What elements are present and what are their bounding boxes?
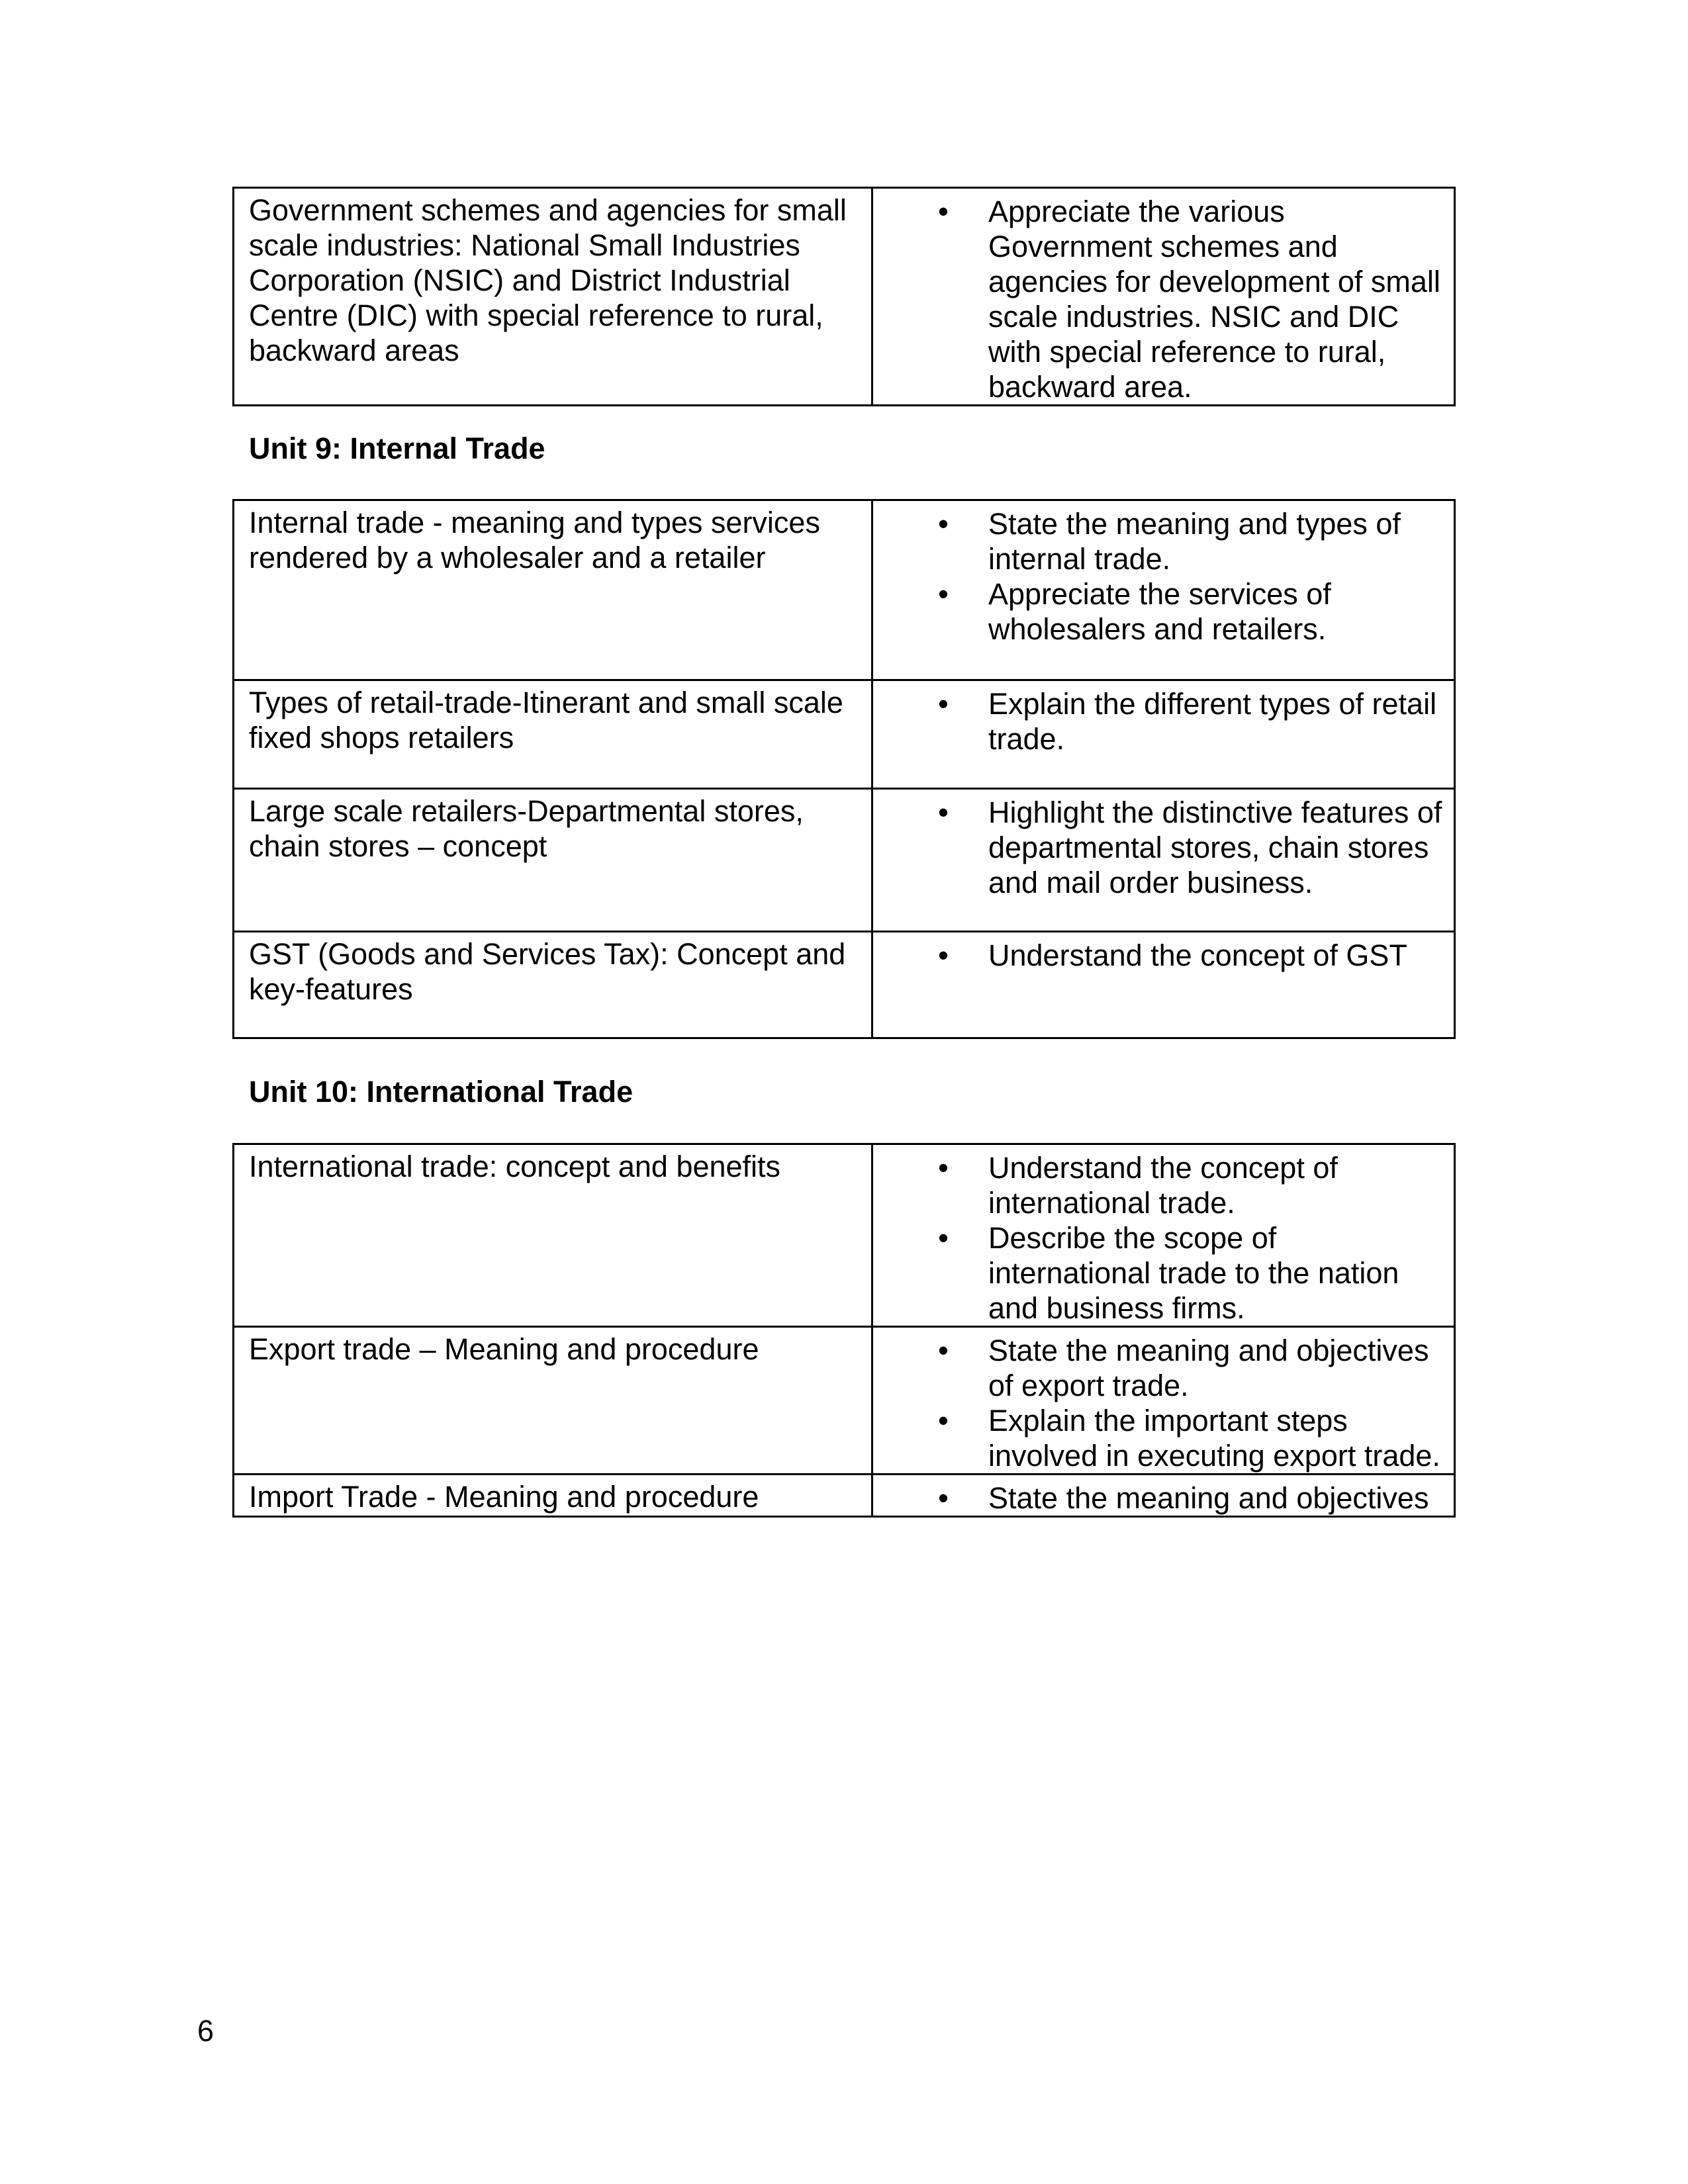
- outcome-item: [873, 1403, 1446, 1473]
- outcome-text: Understand the concept of GST: [988, 938, 1407, 972]
- outcome-item: [873, 194, 1446, 404]
- table-row: [234, 500, 1455, 680]
- bullet-icon: •: [938, 1221, 949, 1255]
- outcome-text: Explain the important steps involved in executing export trade.: [988, 1404, 1440, 1473]
- outcomes-cell: [872, 1144, 1455, 1327]
- outcome-list: [873, 1480, 1446, 1516]
- outcome-list: [873, 686, 1446, 756]
- syllabus-table-continued: [232, 187, 1456, 406]
- outcome-text: Appreciate the services of wholesalers and retailers.: [988, 577, 1331, 646]
- content-cell: Export trade – Meaning and procedure: [234, 1327, 872, 1475]
- content-cell: International trade: concept and benefits: [234, 1144, 872, 1327]
- content-cell: GST (Goods and Services Tax): Concept and key-features: [234, 932, 872, 1038]
- outcome-item: [873, 795, 1446, 900]
- bullet-icon: •: [938, 1404, 949, 1437]
- bullet-icon: •: [938, 195, 949, 228]
- bullet-icon: •: [938, 507, 949, 541]
- bullet-icon: •: [938, 1481, 949, 1515]
- outcome-item: [873, 1220, 1446, 1326]
- syllabus-table-unit-10: [232, 1143, 1456, 1518]
- bullet-icon: •: [938, 577, 949, 611]
- unit-10-heading: Unit 10: International Trade: [249, 1075, 633, 1109]
- outcome-list: [873, 795, 1446, 900]
- outcome-item: [873, 938, 1446, 973]
- outcomes-cell: [872, 932, 1455, 1038]
- table-row: [234, 188, 1455, 406]
- outcome-item: [873, 1480, 1446, 1516]
- content-cell: Large scale retailers-Departmental stores, chain stores – concept: [234, 789, 872, 932]
- content-cell: Government schemes and agencies for small scale industries: National Small Industries Corporation (NSIC) and District Industrial Centre (DIC) with special reference to rural, backward areas: [234, 188, 872, 406]
- table-row: [234, 789, 1455, 932]
- table-row: [234, 1144, 1455, 1327]
- outcome-text: Describe the scope of international trade to the nation and business firms.: [988, 1221, 1399, 1325]
- table-row: [234, 680, 1455, 789]
- outcome-text: Highlight the distinctive features of departmental stores, chain stores and mail order business.: [988, 796, 1442, 899]
- unit-9-heading: Unit 9: Internal Trade: [249, 432, 545, 465]
- outcomes-cell: [872, 1327, 1455, 1475]
- content-cell: Import Trade - Meaning and procedure: [234, 1475, 872, 1517]
- outcome-item: [873, 1150, 1446, 1220]
- outcomes-cell: [872, 789, 1455, 932]
- outcome-item: [873, 686, 1446, 756]
- table-row: [234, 1327, 1455, 1475]
- outcome-text: State the meaning and objectives of export trade.: [988, 1334, 1429, 1402]
- outcome-list: [873, 1333, 1446, 1473]
- bullet-icon: •: [938, 938, 949, 972]
- outcome-text: Understand the concept of international trade.: [988, 1151, 1338, 1220]
- outcome-item: [873, 506, 1446, 576]
- outcomes-cell: [872, 188, 1455, 406]
- table-row: [234, 932, 1455, 1038]
- outcome-list: [873, 1150, 1446, 1326]
- outcomes-cell: [872, 680, 1455, 789]
- outcome-text: State the meaning and types of internal trade.: [988, 507, 1401, 576]
- outcome-text: Explain the different types of retail trade.: [988, 687, 1437, 756]
- outcome-text: Appreciate the various Government schemes and agencies for development of small scale industries. NSIC and DIC with special reference to rural, backward area.: [988, 195, 1440, 404]
- content-cell: Internal trade - meaning and types services rendered by a wholesaler and a retailer: [234, 500, 872, 680]
- bullet-icon: •: [938, 687, 949, 721]
- syllabus-table-unit-9: [232, 499, 1456, 1039]
- bullet-icon: •: [938, 1151, 949, 1185]
- page-number: 6: [197, 2014, 214, 2048]
- outcomes-cell: [872, 500, 1455, 680]
- bullet-icon: •: [938, 796, 949, 829]
- bullet-icon: •: [938, 1334, 949, 1367]
- outcome-list: [873, 506, 1446, 647]
- outcome-text: State the meaning and objectives: [988, 1481, 1429, 1515]
- outcome-list: [873, 194, 1446, 404]
- table-row: [234, 1475, 1455, 1517]
- outcome-item: [873, 576, 1446, 647]
- outcome-item: [873, 1333, 1446, 1403]
- content-cell: Types of retail-trade-Itinerant and small scale fixed shops retailers: [234, 680, 872, 789]
- outcomes-cell: [872, 1475, 1455, 1517]
- outcome-list: [873, 938, 1446, 973]
